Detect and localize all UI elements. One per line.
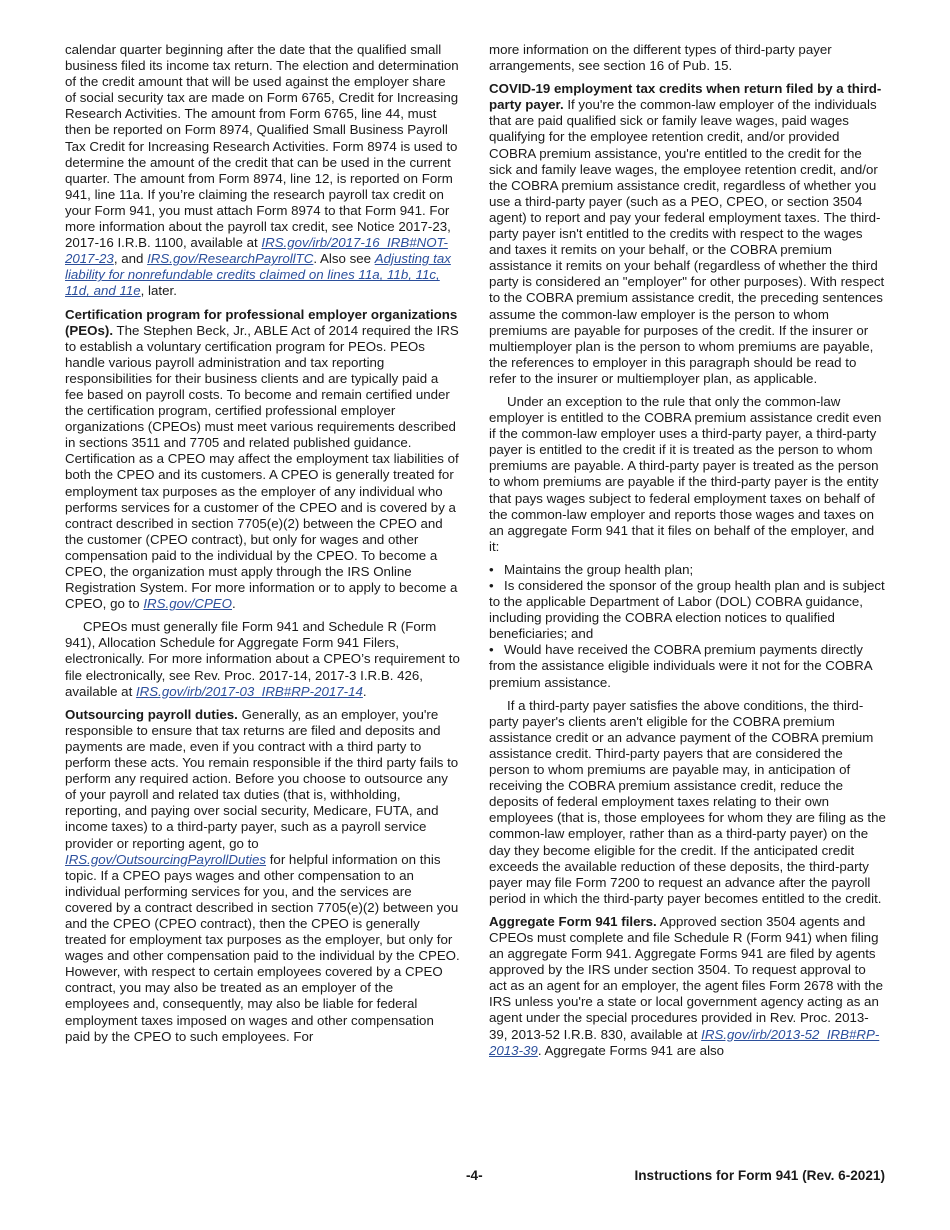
document-title: Instructions for Form 941 (Rev. 6-2021) <box>634 1168 885 1183</box>
paragraph-outsourcing-payroll: Outsourcing payroll duties. Generally, as an employer, you're responsible to ensure that tax returns are filed and deposits and payments are made, even if you contract with a third party to perform these acts. You remain responsible if the third party fails to perform any required action. Before you choose to outsource any of your payroll and related tax duties (that is, withholding, reporting, and paying over social security, Medicare, FUTA, and income taxes) to a third-party payer, such as a payroll service provider or reporting agent, go to IRS.gov/OutsourcingPayrollDuties for helpful information on this topic. If a CPEO pays wages and other compensation to an individual performing services for you, and the services are covered by a contract described in section 7705(e)(2) between you and the CPEO (CPEO contract), then the CPEO is generally treated for employment tax purposes as the employer, but only for wages and other compensation paid to the individual by the CPEO. However, with respect to certain employees covered by a CPEO contract, you may also be treated as an employer of the employees and, consequently, may also be liable for federal employment taxes imposed on wages and other compensation paid by the CPEO to such employees. For <box>65 706 460 1044</box>
bullet-icon: • <box>489 561 494 577</box>
paragraph-third-party-conditions: If a third-party payer satisfies the above conditions, the third-party payer's clients aren't eligible for the COBRA premium assistance credit or an advance payment of the COBRA premium assistance credit. Third-party payers that are considered the person to whom premiums are payable may, in anticipation of receiving the COBRA premium assistance credit, reduce the deposits of federal employment taxes relating to their own employees (that is, those employees for whom they are filing as the common-law employer, rather than as a third-party payer) on the day they become eligible for the credit. If the anticipated credit exceeds the available reduction of these deposits, the third-party payer may file Form 7200 to request an advance after the payroll period in which the third-party payer becomes entitled to the credit. <box>489 697 886 906</box>
link-rev-proc-2017-14[interactable]: IRS.gov/irb/2017-03_IRB#RP-2017-14 <box>135 683 363 699</box>
list-item: • Maintains the group health plan; <box>489 561 694 577</box>
heading-aggregate-filers: Aggregate Form 941 filers. <box>489 913 657 929</box>
list-item: • Is considered the sponsor of the group health plan and is subject to the applicable Department of Labor (DOL) COBRA guidance, including providing the COBRA election notices to qualified beneficiaries; and <box>489 578 885 642</box>
link-notice-2017-23[interactable]: IRS.gov/irb/2017-16_IRB#NOT-2017-23 <box>65 235 448 267</box>
paragraph-third-party-arrangements: more information on the different types of third-party payer arrangements, see section 16 of Pub. 15. <box>489 42 832 74</box>
heading-covid-credits: COVID-19 employment tax credits when return filed by a third-party payer. <box>489 81 882 113</box>
link-outsourcing-payroll-duties[interactable]: IRS.gov/OutsourcingPayrollDuties <box>65 851 267 867</box>
link-research-payroll-tc[interactable]: IRS.gov/ResearchPayrollTC <box>147 251 314 267</box>
page-number: -4- <box>466 1168 483 1183</box>
bullet-icon: • <box>489 578 494 593</box>
link-irs-cpeo[interactable]: IRS.gov/CPEO <box>143 596 233 612</box>
paragraph-certification-program: Certification program for professional employer organizations (PEOs). The Stephen Beck, Jr., ABLE Act of 2014 required the IRS to establish a voluntary certification program for PEOs. PEOs handle various payroll administration and tax reporting responsibilities for their business clients and are typically paid a fee based on payroll costs. To become and remain certified under the certification program, certified professional employer organizations (CPEOs) must meet various requirements described in sections 3511 and 7705 and related published guidance. Certification as a CPEO may affect the employment tax liabilities of both the CPEO and its customers. A CPEO is generally treated for employment tax purposes as the employer of any individual who performs services for a customer of the CPEO and is covered by a contract described in section 7705(e)(2) between the CPEO and the customer (CPEO contract), but only for wages and other compensation paid to the individual by the CPEO. To become a CPEO, the organization must apply through the IRS Online Registration System. For more information or to apply to become a CPEO, go to IRS.gov/CPEO. <box>65 306 459 612</box>
right-column <box>489 42 886 1066</box>
link-rev-proc-2013-39[interactable]: IRS.gov/irb/2013-52_IRB#RP-2013-39 <box>489 1026 880 1058</box>
list-item: • Would have received the COBRA premium payments directly from the assistance eligible individuals were it not for the COBRA premium assistance. <box>489 642 872 690</box>
paragraph-aggregate-filers: Aggregate Form 941 filers. Approved section 3504 agents and CPEOs must complete and file Schedule R (Form 941) when filing an aggregate Form 941. Aggregate Forms 941 are filed by agents approved by the IRS under section 3504. To request approval to act as an agent for an employer, the agent files Form 2678 with the IRS unless you're a state or local government agency acting as an agent under the special procedures provided in Rev. Proc. 2013-39, 2013-52 I.R.B. 830, available at IRS.gov/irb/2013-52_IRB#RP-2013-39. Aggregate Forms 941 are also <box>489 913 883 1058</box>
link-adjusting-tax-liability[interactable]: Adjusting tax liability for nonrefundable credits claimed on lines 11a, 11b, 11c, 11d, and 11e <box>65 251 451 299</box>
paragraph-research-credit: calendar quarter beginning after the date that the qualified small business filed its income tax return. The election and determination of the credit amount that will be used against the employer share of social security tax are made on Form 6765, Credit for Increasing Research Activities. The amount from Form 6765, line 44, must then be reported on Form 8974, Qualified Small Business Payroll Tax Credit for Increasing Research Activities. Form 8974 is used to determine the amount of the credit that can be used in the current quarter. The amount from Form 8974, line 12, is reported on Form 941, line 11a. If you’re claiming the research payroll tax credit on your Form 941, you must attach Form 8974 to that Form 941. For more information about the payroll tax credit, see Notice 2017-23, 2017-16 I.R.B. 1100, available at IRS.gov/irb/2017-16_IRB#NOT-2017-23, and IRS.gov/ResearchPayrollTC. Also see Adjusting tax liability for nonrefundable credits claimed on lines 11a, 11b, 11c, 11d, and 11e, later. <box>65 42 459 299</box>
paragraph-cpeo-filing: CPEOs must generally file Form 941 and Schedule R (Form 941), Allocation Schedule for Aggregate Form 941 Filers, electronically. For more information about a CPEO’s requirement to file electronically, see Rev. Proc. 2017-14, 2017-3 I.R.B. 426, available at IRS.gov/irb/2017-03_IRB#RP-2017-14. <box>65 619 460 699</box>
bullet-icon: • <box>489 642 494 658</box>
heading-certification-program: Certification program for professional employer organizations (PEOs). <box>65 306 458 338</box>
paragraph-covid-credits: COVID-19 employment tax credits when return filed by a third-party payer. If you're the common-law employer of the individuals that are paid qualified sick or family leave wages, paid wages qualifying for the employee retention credit, and/or provided COBRA premium assistance, you're entitled to the credit for the sick and family leave wages, the employee retention credit, and/or the COBRA premium assistance credit, regardless of whether you use a third-party payer (such as a PEO, CPEO, or section 3504 agent) to report and pay your federal employment taxes. The third-party payer isn't entitled to the credits with respect to the wages and taxes it remits on your behalf, or the COBRA premium assistance it remits on your behalf (regardless of whether the third party is considered an "employer" for other purposes). With respect to the COBRA premium assistance credit, the preceding sentences assume the common-law employer is the person to whom premiums are payable for purposes of the credit. If the insurer or multiemployer plan is the person to whom premiums are payable, the references to employer in this paragraph should be read to refer to the insurer or multiemployer plan, as applicable. <box>489 81 885 386</box>
left-column <box>65 42 460 1052</box>
paragraph-cobra-exception: Under an exception to the rule that only the common-law employer is entitled to the COBRA premium assistance credit even if the common-law employer uses a third-party payer, a third-party payer is entitled to the credit if it is treated as the person to whom premiums are payable. A third-party payer is treated as the person to whom premiums are payable if the third-party payer is the entity that pays wages subject to federal employment taxes on behalf of the common-law employer and reports those wages and taxes on an aggregate Form 941 that it files on behalf of the employer, and it: <box>489 393 882 554</box>
heading-outsourcing-payroll: Outsourcing payroll duties. <box>65 706 238 722</box>
